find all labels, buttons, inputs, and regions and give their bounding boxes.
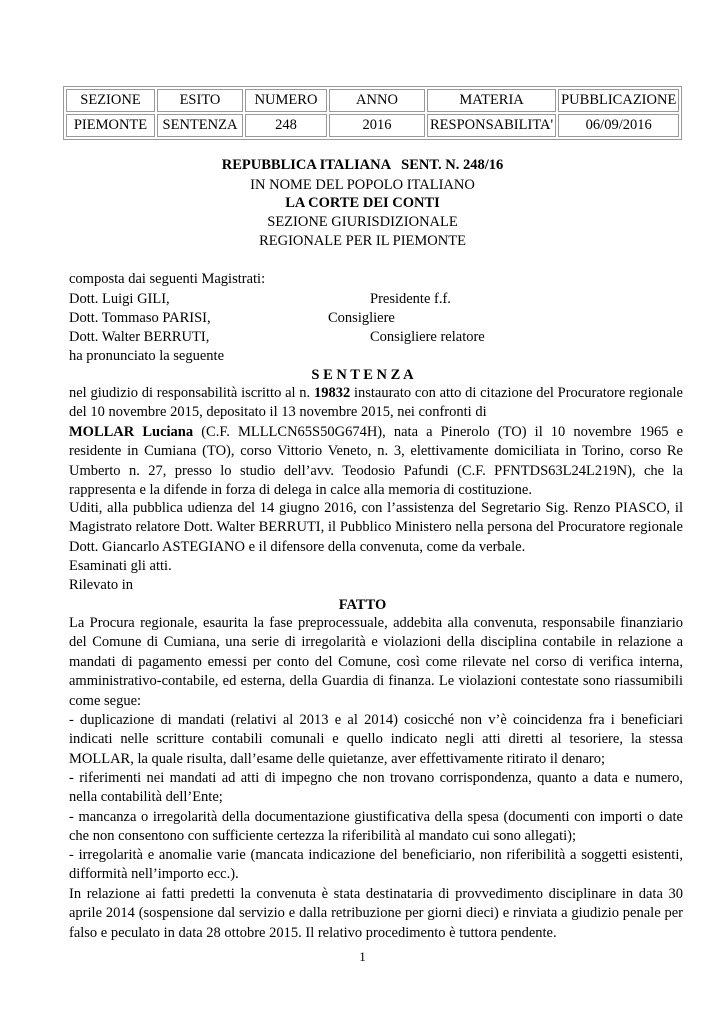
cell-pubblicazione: 06/09/2016 [558,114,679,137]
header-numero: NUMERO [245,89,327,112]
member-name-2: Dott. Tommaso PARISI, [69,310,211,326]
member-name-1: Dott. Luigi GILI, [69,291,170,307]
metadata-table [63,86,682,140]
cell-numero: 248 [245,114,327,137]
heading-court: LA CORTE DEI CONTI [285,195,440,211]
header-esito: ESITO [157,89,243,112]
cell-anno: 2016 [329,114,425,137]
member-role-1: Presidente f.f. [370,291,451,307]
fatto-paragraph-2: In relazione ai fatti predetti la convenuta è stata destinataria di provvedimento disciplinare in data 30 aprile 2014 (sospensione dal servizio e dalla retribuzione per giorni dieci) e rinviata a giudizio penale per falso e peculato in data 28 ottobre 2015. Il relativo procedimento è tuttora pendente. [69,886,683,941]
heading-region: REGIONALE PER IL PIEMONTE [259,233,466,249]
paragraph-rilevato: Rilevato in [69,577,134,593]
paragraph-esaminati: Esaminati gli atti. [69,558,172,574]
cell-esito: SENTENZA [157,114,243,137]
paragraph-convenuta [69,423,683,501]
heading-section: SEZIONE GIURISDIZIONALE [267,214,458,230]
convenuta-details: (C.F. MLLLCN65S50G674H), nata a Pinerolo (TO) il 10 novembre 1965 e residente in Cumiana (TO), corso Vittorio Veneto, n. 3, elettivamente domiciliata in Torino, corso Re Umberto n. 27, presso lo studio dell’avv. Teodosio Pafundi (C.F. PFNTDS63L24L219N), che la rappresenta e la difende in forza di delega in calce alla memoria di costituzione. [69,424,684,499]
fatto-bullet-1: - duplicazione di mandati (relativi al 2013 e al 2014) cosicché non v’è coincidenza fra i beneficiari indicati nelle scritture contabili comunali e quello indicato negli atti diretti al tesoriere, la stessa MOLLAR, la quale risulta, dall’esame delle quietanze, aver effettivamente ritirato il denaro; [69,712,683,767]
page-number: 1 [359,949,366,964]
table-row [66,114,679,137]
composition-intro: composta dai seguenti Magistrati: [69,271,266,287]
fatto-title: FATTO [338,597,387,613]
member-role-3: Consigliere relatore [370,329,485,345]
header-anno: ANNO [329,89,425,112]
cell-sezione: PIEMONTE [66,114,155,137]
fatto-bullet-2: - riferimenti nei mandati ad atti di impegno che non trovano corrispondenza, quanto a data e numero, nella contabilità dell’Ente; [69,770,683,806]
cell-materia: RESPONSABILITA' [427,114,556,137]
header-pubblicazione: PUBBLICAZIONE [558,89,679,112]
giudizio-number: 19832 [313,385,351,401]
heading-republic: REPUBBLICA ITALIANA SENT. N. 248/16 [221,157,504,173]
fatto-bullet-4: - irregolarità e anomalie varie (mancata indicazione del beneficiario, non riferibilità a soggetti esistenti, difformità nell’importo ecc.). [69,847,683,883]
fatto-bullet-3: - mancanza o irregolarità della documentazione giustificativa della spesa (documenti con importi o date che non consentono con sufficiente certezza la riferibilità al mandato cui sono allegati); [69,809,683,845]
header-sezione: SEZIONE [66,89,155,112]
fatto-paragraph-1: La Procura regionale, esaurita la fase preprocessuale, addebita alla convenuta, responsabile finanziario del Comune di Cumiana, una serie di irregolarità e violazioni della disciplina contabile in relazione a mandati di pagamento emessi per conto del Comune, così come rilevate nel corso di verifica interna, amministrativo-contabile, ed esterna, della Guardia di finanza. Le violazioni contestate sono riassumibili come segue: [69,615,683,709]
member-role-2: Consigliere [328,310,395,326]
paragraph-uditi: Uditi, alla pubblica udienza del 14 giugno 2016, con l’assistenza del Segretario Sig. Renzo PIASCO, il Magistrato relatore Dott. Walter BERRUTI, il Pubblico Ministero nella persona del Procuratore regionale Dott. Giancarlo ASTEGIANO e il difensore della convenuta, come da verbale. [69,500,683,555]
giudizio-text-post: instaurato con atto di citazione del Procuratore regionale del 10 novembre 2015, depositato il 13 novembre 2015, nei confronti di [69,385,683,421]
giudizio-text-pre: nel giudizio di responsabilità iscritto al n. [69,385,314,401]
heading-people: IN NOME DEL POPOLO ITALIANO [250,177,475,193]
composition-closing: ha pronunciato la seguente [69,348,225,364]
sentenza-title: S E N T E N Z A [311,367,414,383]
table-header-row [66,89,679,112]
paragraph-giudizio [69,384,683,423]
header-materia: MATERIA [427,89,556,112]
convenuta-name: MOLLAR Luciana [69,424,194,440]
member-name-3: Dott. Walter BERRUTI, [69,329,210,345]
